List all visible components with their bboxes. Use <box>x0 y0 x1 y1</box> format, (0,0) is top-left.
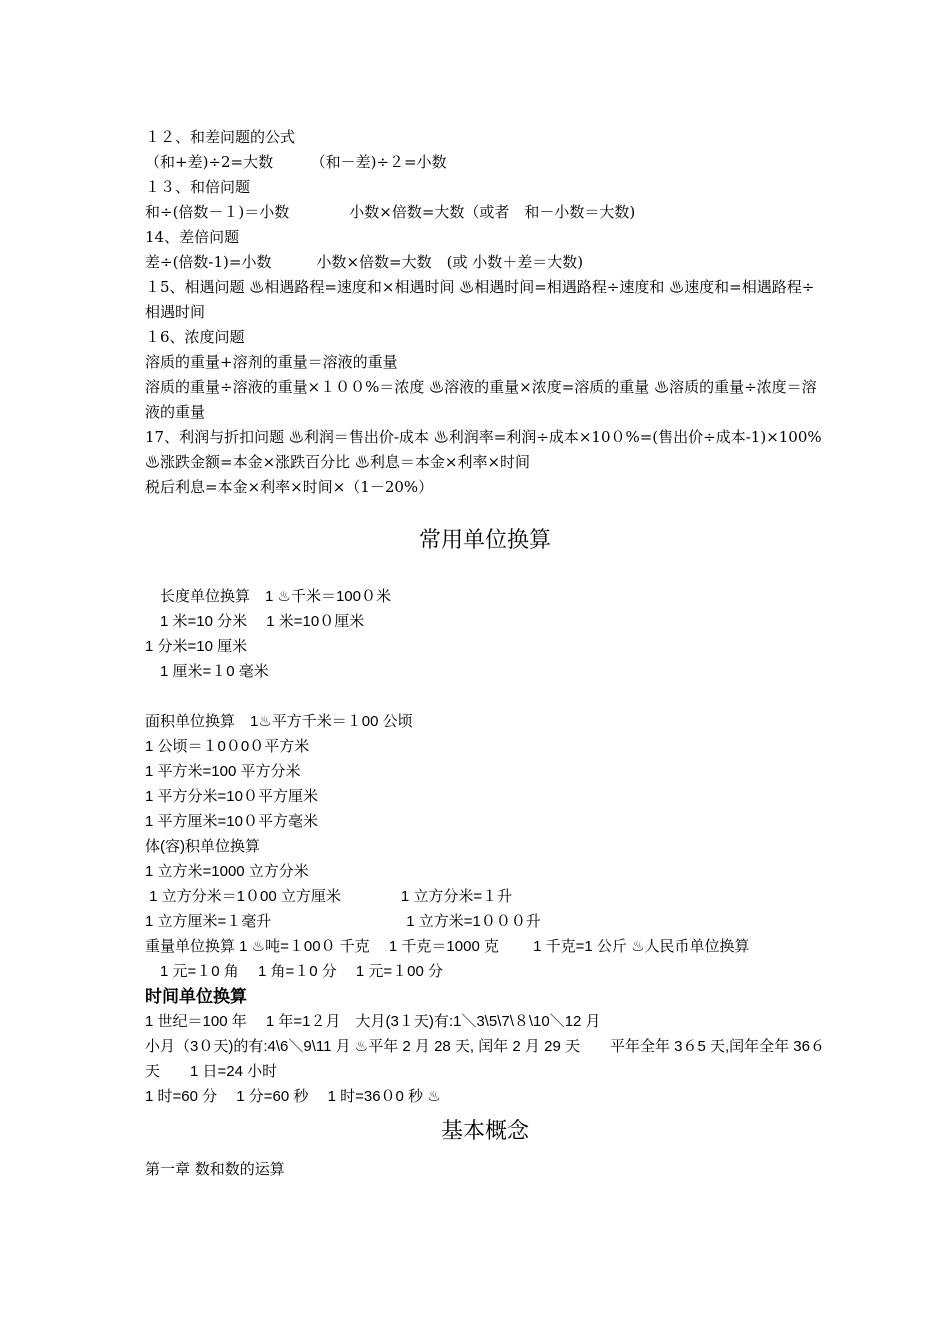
text-line: 1 米=10 分米 1 米=10０厘米 <box>145 613 365 630</box>
text-line: 1 时=60 分 1 分=60 秒 1 时=36０0 秒 ♨ <box>145 1088 441 1105</box>
text-line: （和+差)÷2=大数 （和－差)÷２=小数 <box>145 153 447 171</box>
section-heading-units: 常用单位换算 <box>418 528 551 553</box>
text-paragraph: 17、利润与折扣问题 ♨利润＝售出价-成本 ♨利润率=利润÷成本×10０%=(售出价÷成本-1)×100% ♨涨跌金额=本金×涨跌百分比 ♨利息＝本金×利率×时间 <box>145 428 827 471</box>
units-section <box>145 584 825 1109</box>
section-heading-concepts: 基本概念 <box>440 1119 529 1144</box>
text-line: １6、浓度问题 <box>145 328 245 346</box>
blank-line <box>145 684 825 709</box>
chapter-title: 第一章 数和数的运算 <box>145 1160 285 1178</box>
text-paragraph: 重量单位换算 1 ♨吨=１00０ 千克 1 千克＝1000 克 1 千克=1 公斤 ♨人民币单位换算 <box>145 938 750 955</box>
document-page <box>145 125 825 1182</box>
text-line: 1 分米=10 厘米 <box>145 638 248 655</box>
text-paragraph: １5、相遇问题 ♨相遇路程=速度和×相遇时间 ♨相遇时间=相遇路程÷速度和 ♨速度和=相遇路程÷相遇时间 <box>145 278 815 321</box>
text-line: 1 立方米=1000 立方分米 <box>145 863 309 880</box>
formula-section <box>145 125 825 500</box>
text-line: １３、和倍问题 <box>145 178 251 196</box>
text-line: 1 元=１0 角 1 角=１0 分 1 元=１00 分 <box>145 963 444 980</box>
text-line: １２、和差问题的公式 <box>145 128 296 146</box>
text-line: 长度单位换算 1 ♨千米＝100０米 <box>145 588 391 605</box>
text-line: 税后利息=本金×利率×时间×（1－20%） <box>145 478 434 496</box>
text-paragraph: 溶质的重量÷溶液的重量×１００%＝浓度 ♨溶液的重量×浓度=溶质的重量 ♨溶质的重量÷浓度＝溶液的重量 <box>145 378 817 421</box>
text-line: 体(容)积单位换算 <box>145 838 260 855</box>
text-line: 1 公顷＝１0０0０平方米 <box>145 738 310 755</box>
subheading-time-units: 时间单位换算 <box>145 987 247 1006</box>
text-line: 溶质的重量+溶剂的重量＝溶液的重量 <box>145 353 398 371</box>
text-line: 1 平方分米=10０平方厘米 <box>145 788 318 805</box>
text-paragraph: 小月（3０天)的有:4\6＼9\11 月 ♨平年 2 月 28 天, 闰年 2 月 29 天 平年全年 3６5 天,闰年全年 36６天 1 日=24 小时 <box>145 1038 825 1080</box>
text-line: 1 平方厘米=10０平方毫米 <box>145 813 318 830</box>
text-line: 和÷(倍数－１)＝小数 小数×倍数=大数（或者 和－小数＝大数) <box>145 203 636 221</box>
text-line: 差÷(倍数-1)=小数 小数×倍数=大数 (或 小数＋差＝大数) <box>145 253 584 271</box>
text-line: 面积单位换算 1♨平方千米＝１00 公顷 <box>145 713 413 730</box>
text-line: 1 平方米=100 平方分米 <box>145 763 301 780</box>
text-line: 1 立方分米＝1０00 立方厘米 1 立方分米=１升 <box>145 888 513 905</box>
text-line: 14、差倍问题 <box>145 228 240 246</box>
text-line: 1 世纪＝100 年 1 年=1２月 大月(3１天)有:1＼3\5\7\８\10＼12 月 <box>145 1013 601 1030</box>
text-line: 1 立方厘米=１毫升 1 立方米=1０００升 <box>145 913 541 930</box>
text-line: 1 厘米=１0 毫米 <box>145 663 269 680</box>
